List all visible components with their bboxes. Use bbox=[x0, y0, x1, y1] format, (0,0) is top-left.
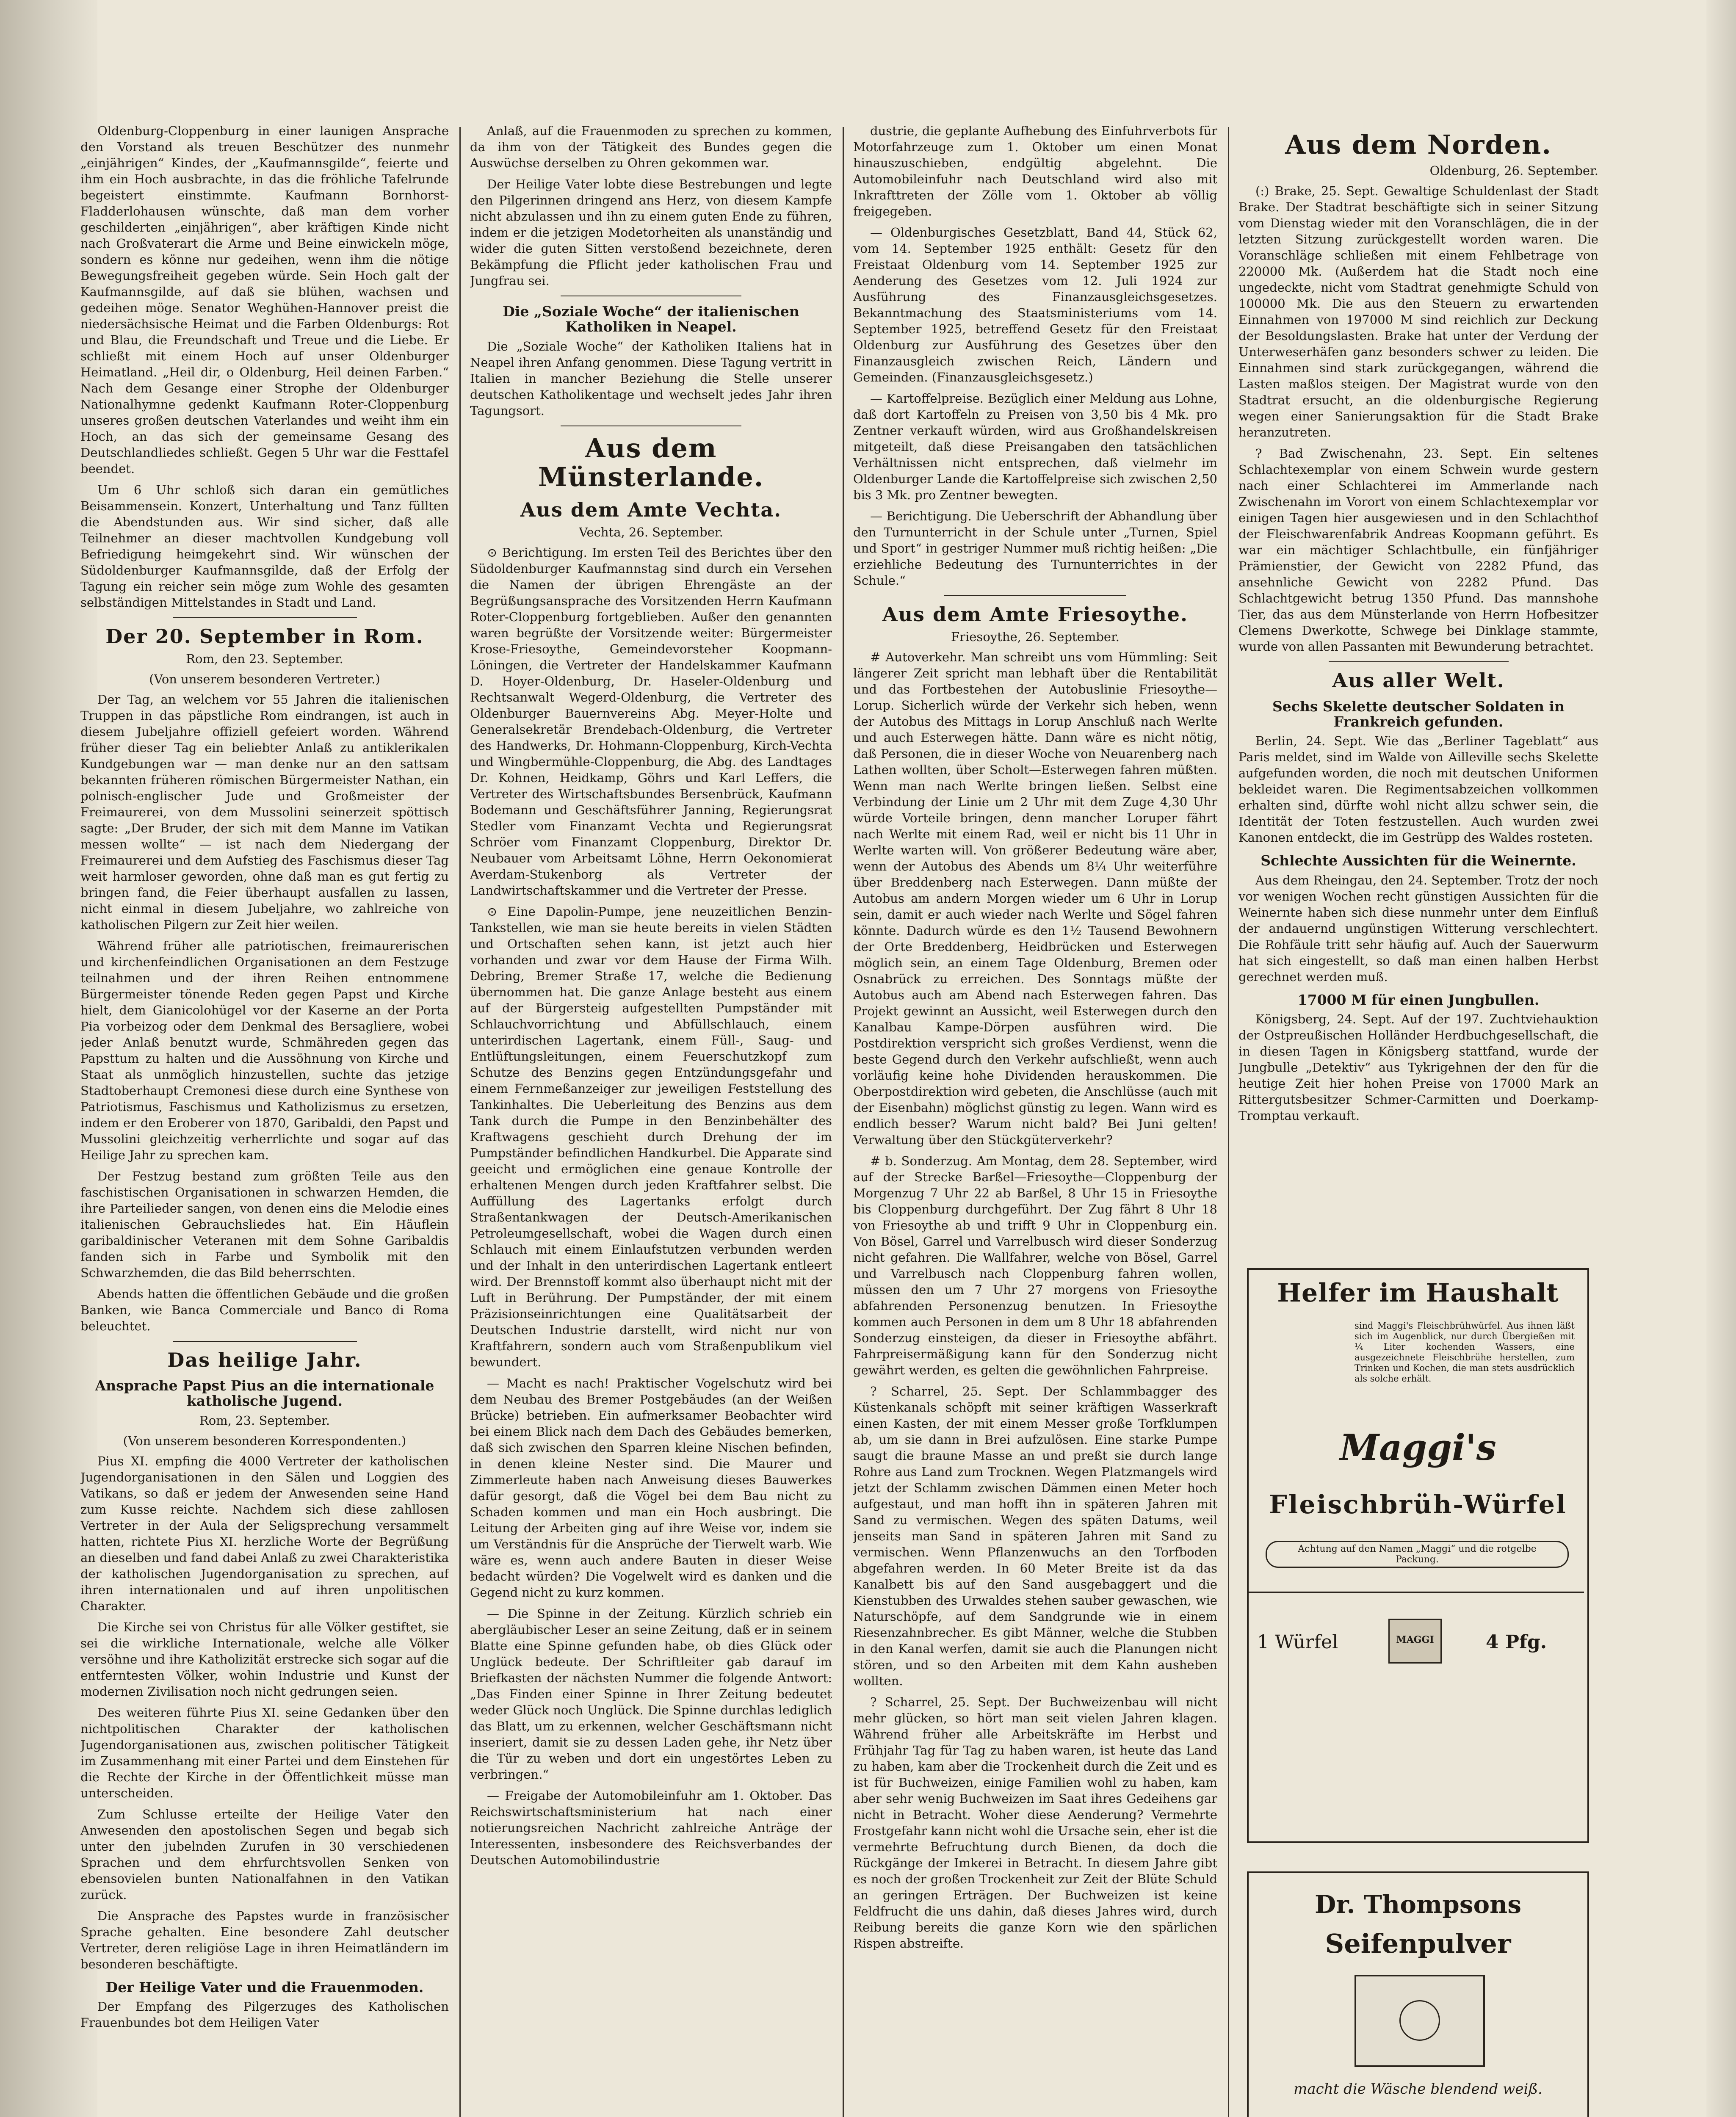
paragraph: Berlin, 24. Sept. Wie das „Berliner Tageblatt“ aus Paris meldet, sind im Walde von Ailleville sechs Skelette aufgefunden worden, die noch mit deutschen Uniformen bekleidet waren. Die Regimentsabzeichen vollkommen erhalten sind, dürfte wohl nicht allzu schwer sein, die Identität der Toten festzustellen. Auch wurden zwei Kanonen entdeckt, die im Gestrüpp des Waldes rosteten. bbox=[1238, 734, 1598, 845]
article-headline: Das heilige Jahr. bbox=[167, 1348, 362, 1371]
article-separator bbox=[173, 1341, 357, 1342]
paragraph: — Kartoffelpreise. Bezüglich einer Meldung aus Lohne, daß dort Kartoffeln zu Preisen von 3,50 bis 4 Mk. pro Zentner verkauft würden, wird aus Großhandelskreisen mitgeteilt, daß diese Preisangaben den tatsächlichen Verhältnissen nicht entsprechen, daß vielmehr im Oldenburger Lande die Kartoffelpreise sich zwischen 2,50 bis 3 Mk. pro Zentner bewegten. bbox=[853, 391, 1217, 502]
paragraph: Aus dem Rheingau, den 24. September. Trotz der noch vor wenigen Wochen recht günstigen Aussichten für die Weinernte haben sich diese nunmehr unter dem Einfluß der andauernd ungünstigen Witterung verschlechtert. Die Rohfäule tritt sehr häufig auf. Auch der Sauerwurm hat sich eingestellt, so daß man einen halben Herbst gerechnet werden muß. bbox=[1238, 873, 1598, 984]
column-3 bbox=[853, 123, 1217, 2117]
column-2 bbox=[470, 123, 832, 2117]
column-rule bbox=[459, 127, 461, 2117]
paragraph: Zum Schlusse erteilte der Heilige Vater den Anwesenden den apostolischen Segen und begab sich unter den jubelnden Zurufen in 30 verschiedenen Sprachen und dem ehrfurchtsvollen Senken von ebensovielen bunten Nationalfahnen in den Vatikan zurück. bbox=[80, 1807, 449, 1902]
dateline: Rom, den 23. September. bbox=[186, 651, 343, 666]
section-headline: Aus dem Münsterlande. bbox=[538, 432, 764, 492]
paragraph: — Oldenburgisches Gesetzblatt, Band 44, Stück 62, vom 14. September 1925 enthält: Gesetz für den Freistaat Oldenburg vom 14. September 1925 zur Aenderung des Gesetzes vom 12. Juli 1924 zur Ausführung des Finanzausgleichsgesetzes. Bekanntmachung des Staatsministeriums vom 14. September 1925, betreffend Gesetz für den Freistaat Oldenburg zur Ausführung des Gesetzes über den Finanzausgleich zwischen Reich, Ländern und Gemeinden. (Finanzausgleichsgesetz.) bbox=[853, 225, 1217, 384]
article-separator bbox=[173, 617, 357, 618]
paragraph: Königsberg, 24. Sept. Auf der 197. Zuchtviehauktion der Ostpreußischen Holländer Herdbuchgesellschaft, die in diesen Tagen in Königsberg stattfand, wurde der Jungbulle „Detektiv“ aus Tykrigehnen der den für die heutige Zeit hier hohen Preise von 17000 Mark an Rittergutsbesitzer Schmer-Carmitten und Doerkamp-Tromptau verkauft. bbox=[1238, 1012, 1598, 1123]
paragraph: # b. Sonderzug. Am Montag, dem 28. September, wird auf der Strecke Barßel—Friesoythe—Cloppenburg der Morgenzug 7 Uhr 22 ab Barßel, 8 Uhr 15 in Friesoythe bis Cloppenburg durchgeführt. Der Zug fährt 8 Uhr 18 von Friesoythe ab und trifft 9 Uhr in Cloppenburg ein. Von Bösel, Garrel und Varrelbusch wird dieser Sonderzug nicht gefahren. Die Wallfahrer, welche von Bösel, Garrel und Varrelbusch nach Cloppenburg fahren wollen, müssen den um 7 Uhr 27 morgens von Friesoythe abfahrenden Personenzug benutzen. In Friesoythe kommen auch Personen in dem um 8 Uhr 18 abfahrenden Sonderzug einsteigen, da dieser in Friesoythe abfährt. Fahrpreisermäßigung kann für den Sonderzug nicht gewährt werden, es gelten die gewöhnlichen Fahrpreise. bbox=[853, 1153, 1217, 1377]
paragraph: Oldenburg-Cloppenburg in einer launigen Ansprache den Vorstand als treuen Beschützer des nunmehr „einjährigen“ Kindes, der „Kaufmannsgilde“, feierte und ihm ein Hoch ausbrachte, in das die fröhliche Tafelrunde begeistert einstimmte. Kaufmann Bornhorst-Fladderlohausen wünschte, daß man dem vorher geschilderten „einjährigen“, aber kräftigen Kinde nicht nach Großvaterart die Arme und Beine einwickeln möge, sondern es könne nur gedeihen, wenn ihm die nötige Bewegungsfreiheit gegeben würde. Sein Hoch galt der Kaufmannsgilde, auf daß sie blühen, wachsen und gedeihen möge. Senator Weghühen-Hannover preist die niedersächsische Heimat und die Farben Oldenburgs: Rot und Blau, die Freundschaft und Treue und die Liebe. Er schließt mit einem Hoch auf unser Oldenburger Heimatland. „Heil dir, o Oldenburg, Heil deinen Farben.“ Nach dem Gesange einer Strophe der Oldenburger Nationalhymne gedenkt Kaufmann Roter-Cloppenburg unseres großen deutschen Vaterlandes und weiht ihm ein Hoch, an das sich der gemeinsame Gesang des Deutschlandliedes schließt. Gegen 5 Uhr war die Festtafel beendet. bbox=[80, 124, 449, 476]
paragraph: Der Empfang des Pilgerzuges des Katholischen Frauenbundes bot dem Heiligen Vater bbox=[80, 1999, 449, 2030]
paragraph: Der Heilige Vater lobte diese Bestrebungen und legte den Pilgerinnen dringend ans Herz, von diesem Kampfe nicht abzulassen und ihn zu einem guten Ende zu führen, indem er die jetzigen Modetorheiten als unanständig und wider die guten Sitten verstoßend bezeichnete, deren Bekämpfung die Pflicht jeder katholischen Frau und Jungfrau sei. bbox=[470, 177, 832, 288]
dateline: Rom, 23. September. bbox=[199, 1413, 330, 1428]
section-headline: Aus aller Welt. bbox=[1332, 669, 1505, 692]
paragraph: dustrie, die geplante Aufhebung des Einfuhrverbots für Motorfahrzeuge zum 1. Oktober um einen Monat hinauszuschieben, endgültig abgelehnt. Die Automobileinfuhr nach Deutschland wird also mit Inkrafttreten der Zölle vom 1. Oktober ab völlig freigegeben. bbox=[853, 124, 1217, 218]
paragraph: Des weiteren führte Pius XI. seine Gedanken über den nichtpolitischen Charakter der katholischen Jugendorganisationen aus, zwischen politischer Tätigkeit im Zusammenhang mit einer Partei und dem Einstehen für die Rechte der Kirche in der Öffentlichkeit müsse man unterscheiden. bbox=[80, 1705, 449, 1800]
package-emblem-icon bbox=[1399, 2000, 1440, 2041]
paragraph: ⊙ Eine Dapolin-Pumpe, jene neuzeitlichen Benzin-Tankstellen, wie man sie heute bereits in vielen Städten und Ortschaften sehen kann, ist jetzt auch hier vorhanden und zwar vor dem Hause der Firma Wilh. Debring, Bremer Straße 17, welche die Bedienung übernommen hat. Die ganze Anlage besteht aus einem auf der Bürgersteig aufgestellten Pumpständer mit Schlauchvorrichtung und Abfüllschlauch, einem unterirdischen Lagertank, einem Füll-, Saug- und Entlüftungsleitungen, einem Feuerschutzkopf zum Schutze des Benzins gegen Entzündungsgefahr und einem Fernmeßanzeiger zur jeweiligen Feststellung des Tankinhaltes. Die Ueberleitung des Benzins aus dem Tank durch die Pumpe in den Benzinbehälter des Kraftwagens geschieht durch Drehung der im Pumpständer befindlichen Handkurbel. Die Apparate sind geeicht und ermöglichen eine genaue Kontrolle der erhaltenen Mengen durch jeden Kraftfahrer selbst. Die Auffüllung des Lagertanks erfolgt durch Straßentankwagen der Deutsch-Amerikanischen Petroleumgesellschaft, wobei die Wagen durch einen Schlauch mit einem Einlaufstutzen verbunden werden und der Inhalt in den unterirdischen Lagertank entleert wird. Der Brennstoff kommt also überhaupt nicht mit der Luft in Berührung. Der Pumpständer, der mit einem Präzisionseinrichtungen eine Qualitätsarbeit der Deutschen Industrie darstellt, wird nicht nur von Kraftfahrern, sondern auch vom Straßenpublikum viel bewundert. bbox=[470, 904, 832, 1369]
article-subheadline: Schlechte Aussichten für die Weinernte. bbox=[1261, 852, 1576, 869]
article-separator bbox=[944, 595, 1126, 596]
source-note: (Von unserem besonderen Vertreter.) bbox=[149, 672, 380, 686]
source-note: (Von unserem besonderen Korrespondenten.) bbox=[123, 1433, 406, 1448]
maggi-cube-icon bbox=[1388, 1619, 1442, 1664]
paragraph: # Autoverkehr. Man schreibt uns vom Hümmling: Seit längerer Zeit spricht man lebhaft über die Rentabilität und das Fortbestehen der Autobuslinie Friesoythe—Lorup. Sicherlich würde der Verkehr sich heben, wenn der Autobus des Mittags in Lorup Anschluß nach Werlte und auch Esterwegen hätte. Dann wäre es nicht nötig, daß Personen, die in dieser Woche von Neuarenberg nach Lathen wollten, über Scholt—Esterwegen fahren müßten. Wenn man nach Werlte bringen ließen. Selbst eine Verbindung der Linie um 2 Uhr mit dem Zuge 4,30 Uhr würde Vorteile bringen, denn mancher Loruper fährt nach Werlte mit einem Rad, weil er nicht bis 11 Uhr in Werlte warten will. Von größerer Bedeutung wäre aber, wenn der Autobus des Abends um 8¼ Uhr weiterführe über Breddenberg nach Esterwegen. Dann müßte der Autobus am andern Morgen wieder um 6 Uhr in Lorup sein, damit er auch wieder nach Werlte und Sögel fahren könnte. Dadurch würde es den 1½ Tausend Bewohnern der Orte Breddenberg, Heidbrücken und Esterwegen möglich sein, an einem Tage Oldenburg, Bremen oder Osnabrück zu erreichen. Des Sonntags müßte der Autobus auch am Abend nach Esterwegen fahren. Das Projekt gewinnt an Aussicht, weil Esterwegen durch den Kanalbau Kampe-Dörpen ausführen wird. Die Postdirektion verspricht sich großes Verdienst, wenn die beste Gegend durch den Verkehr aufschließt, wenn auch vorläufig keine hohe Dividenden herauskommen. Die Oberpostdirektion wird gebeten, die Anschlüsse (auch mit der Eisenbahn) möglichst günstig zu legen. Wann wird es endlich besser? Warum nicht bald? Bei Juni gelten! Verwaltung über den Stückgüterverkehr? bbox=[853, 649, 1217, 1147]
paragraph: Die Ansprache des Papstes wurde in französischer Sprache gehalten. Eine besondere Zahl deutscher Vertreter, deren religiöse Lage in ihren Heimatländern im besonderen beschäftigte. bbox=[80, 1908, 449, 1971]
article-headline: Der 20. September in Rom. bbox=[105, 625, 424, 648]
paragraph: ? Scharrel, 25. Sept. Der Schlammbagger des Küstenkanals schöpft mit seiner kräftigen Wasserkraft einen Kasten, der mit einem Messer große Torfklumpen ab, um sie dann in Brei aufzulösen. Eine starke Pumpe saugt die braune Masse an und preßt sie durch lange Rohre aus Land zum Trocknen. Wegen Platzmangels wird jetzt der Schlamm zwischen Dämmen einen Meter hoch aufgestaut, und man hofft ihn in späteren Jahren mit Sand zu vermischen. Wegen des späten Datums, weil jenseits man Sand in späteren Jahren mit Sand zu vermischen. Wenn Pflanzenwuchs an den Torfboden abgefahren werden. In 60 Meter Breite ist da das Kanalbett bis auf den Sand ausgebaggert und die Kienstubben des Urwaldes stehen sauber gewaschen, wie Naturschöpfe, auf dem Sandgrunde wie in einem Riesenzahnbrecher. Es gibt Männer, welche die Stubben in den Kanal werfen, damit sie auch die Planungen nicht stören, und so den Arbeiten mit dem Kahn ausheben wollten. bbox=[853, 1384, 1217, 1688]
paragraph: — Freigabe der Automobileinfuhr am 1. Oktober. Das Reichswirtschaftsministerium hat nach einer notierungsreichen Nachricht zahlreiche Anträge der Interessenten, insbesondere des Reichsverbandes der Deutschen Automobilindustrie bbox=[470, 1788, 832, 1867]
ad-brand: Dr. Thompsons bbox=[1314, 1890, 1521, 1919]
paragraph: ? Scharrel, 25. Sept. Der Buchweizenbau will nicht mehr glücken, so hört man seit vielen Jahren klagen. Während früher alle Arbeitskräfte im Herbst und Frühjahr Tag für Tag zu haben waren, ist heute das Land zu haben, kam aber die Trockenheit durch die Zeit und es ist für Buchweizen, einige Familien wohl zu haben, kam aber sehr wenig Buchweizen im Saat ihres Gedeihens gar nicht in Betracht. Woher diese Aenderung? Vermehrte Frostgefahr kann nicht wohl die Ursache sein, eher ist die vermehrte Befruchtung durch Bienen, da doch die Rückgänge der Imkerei in Betracht. In diesem Jahre gibt es noch der großen Trockenheit zur Zeit der Blüte Schuld an geringen Erträgen. Der Buchweizen ist keine Feldfrucht die uns dahin, daß dieses Jahres wird, durch Reibung bereits die ganze Korn wie den spärlichen Rispen abstreifte. bbox=[853, 1694, 1217, 1951]
paragraph: Während früher alle patriotischen, freimaurerischen und kirchenfeindlichen Organisationen an dem Festzuge teilnahmen und der ihren Reihen entnommene Bürgermeister tönende Reden gegen Papst und Kirche hielt, dem Gianicolohügel vor der Kaserne an der Porta Pia vorbeizog oder dem Denkmal des Bersagliere, wobei jeder Anlaß benutzt wurde, Schmähreden gegen das Papsttum zu halten und die Aussöhnung von Kirche und Staat als unmöglich hinzustellen, suchte das jetzige Stadtoberhaupt Cremonesi diese durch eine Synthese von Patriotismus, Faschismus und Katholizismus zu ersetzen, indem er den Eroberer von 1870, Garibaldi, den Papst und Mussolini gleichzeitig verherrlichte und sogar auf das Heilige Jahr zu sprechen kam. bbox=[80, 938, 449, 1162]
paragraph: — Die Spinne in der Zeitung. Kürzlich schrieb ein abergläubischer Leser an seine Zeitung, daß er in seinem Blatte eine Spinne gefunden habe, ob dies Glück oder Unglück bedeute. Der Schriftleiter gab darauf im Briefkasten der nächsten Nummer die folgende Antwort: „Das Finden einer Spinne in Ihrer Zeitung bedeutet weder Glück noch Unglück. Die Spinne durchlas lediglich das Blatt, um zu erkennen, welcher Geschäftsmann nicht inseriert, damit sie zu dessen Laden gehe, ihr Netz über die Tür zu weben und dort ein ungestörtes Leben zu verbringen.“ bbox=[470, 1606, 832, 1782]
article-headline: Die „Soziale Woche“ der italienischen Katholiken in Neapel. bbox=[503, 303, 799, 335]
paragraph: Um 6 Uhr schloß sich daran ein gemütliches Beisammensein. Konzert, Unterhaltung und Tanz füllten die Abendstunden aus. Wir sind sicher, daß alle Teilnehmer an dieser machtvollen Kundgebung voll Befriedigung heimgekehrt sind. Wir wünschen der Südoldenburger Kaufmannsgilde, daß der Erfolg der Tagung ein reicher sein möge zum Wohle des gesamten selbständigen Mittelstandes in Stadt und Land. bbox=[80, 483, 449, 610]
dateline: Oldenburg, 26. September. bbox=[1429, 163, 1598, 178]
article-separator bbox=[1329, 661, 1509, 662]
ad-title: Helfer im Haushalt bbox=[1277, 1278, 1559, 1308]
paragraph: Die „Soziale Woche“ der Katholiken Italiens hat in Neapel ihren Anfang genommen. Diese Tagung vertritt in Italien in mancher Beziehung die Stelle unserer deutschen Katholikentage und wechselt jedes Jahr ihren Tagungsort. bbox=[470, 339, 832, 418]
ad-brand: Maggi's bbox=[1340, 1426, 1496, 1468]
column-rule bbox=[1228, 127, 1229, 2117]
article-subheadline: Ansprache Papst Pius an die internationale katholische Jugend. bbox=[95, 1377, 434, 1409]
paragraph: Abends hatten die öffentlichen Gebäude und die großen Banken, wie Banca Commerciale und Banco di Roma beleuchtet. bbox=[80, 1286, 449, 1333]
ad-price-unit: 1 Würfel bbox=[1257, 1631, 1338, 1653]
paragraph: — Macht es nach! Praktischer Vogelschutz wird bei dem Neubau des Bremer Postgebäudes (an der Weißen Brücke) betrieben. Ein aufmerksamer Beobachter wird bei einem Blick nach dem Dach des Gebäudes bemerken, daß sich zwischen den Sparren kleine Nischen befinden, in denen kleine Nester sind. Die Maurer und Zimmerleute haben nach Anweisung dieses Bauwerkes dafür gesorgt, daß die Vögel bei dem Bau nicht zu Schaden kommen und man ein Hoch ausbringt. Die Leitung der Arbeiten ging auf ihre Weise vor, indem sie um Verständnis für die Ansprüche der Tierwelt warb. Wie wäre es, wenn auch andere Bauten in dieser Weise bedacht würden? Die Vogelwelt wird es danken und die Gegend nicht zu kurz kommen. bbox=[470, 1376, 832, 1600]
column-4 bbox=[1238, 123, 1598, 1266]
article-subheadline: Der Heilige Vater und die Frauenmoden. bbox=[105, 1979, 424, 1995]
ad-price-panel bbox=[1249, 1592, 1584, 1839]
page-right-edge bbox=[1706, 0, 1736, 2117]
paragraph: (:) Brake, 25. Sept. Gewaltige Schuldenlast der Stadt Brake. Der Stadtrat beschäftigte sich in seiner Sitzung vom Dienstag wieder mit den Voranschlägen, die in der letzten Sitzung zurückgestellt worden waren. Die Voranschläge schließen mit einem Fehlbetrage von 220000 Mk. (Außerdem hat die Stadt noch eine ungedeckte, nicht vom Stadtrat genehmigte Schuld von 100000 Mk. Die aus den Steuern zu erwartenden Einnahmen von 197000 M sind reichlich zur Deckung der Besoldungslasten. Brake hat unter der Verdung der Unterweserhäfen ganz besonders schwer zu leiden. Die Einnahmen sind stark zurückgegangen, während die Lasten maßlos steigen. Der Magistrat wurde von den Stadtrat ersucht, an die oldenburgische Regierung wegen einer Sanierungsaktion für die Stadt Brake heranzutreten. bbox=[1238, 184, 1598, 440]
column-rule bbox=[843, 127, 844, 2117]
section-subheadline: Aus dem Amte Vechta. bbox=[520, 498, 782, 521]
ad-price: 4 Pfg. bbox=[1486, 1631, 1547, 1653]
paragraph: Der Festzug bestand zum größten Teile aus den faschistischen Organisationen in schwarzen Hemden, die ihre Parteilieder sangen, von denen eins die Melodie eines italienischen Gebrauchsliedes hat. Ein Häuflein garibaldinischer Veteranen mit dem Sohne Garibaldis fanden sich in Farbe und Symbolik mit den Schwarzhemden, die das Bild beherrschten. bbox=[80, 1169, 449, 1280]
soap-advertisement bbox=[1247, 1871, 1589, 2117]
cube-label: MAGGI bbox=[1396, 1634, 1434, 1645]
column-1 bbox=[80, 123, 449, 2117]
paragraph: ? Bad Zwischenahn, 23. Sept. Ein seltenes Schlachtexemplar von einem Schwein wurde gestern nach einer Schlachterei im Ammerlande nach Zwischenahn im Vorort von einem Schlachtexemplar vor einigen Tagen hier ausgewiesen und in den Schlachthof der Fleischwarenfabrik Andreas Koopmann geführt. Es war ein mächtiger Schlachtbulle, ein fünfjähriger Prämienstier, der Gewicht von 2282 Pfund, das ansehnliche Gewicht von 2282 Pfund. Das Schlachtgewicht betrug 1350 Pfund. Das mannshohe Tier, das aus dem Münsterlande von Herrn Hofbesitzer Clemens Dwerkotte, Schwege bei Dinklage stammte, wurde von allen Passanten mit Bewunderung betrachtet. bbox=[1238, 446, 1598, 654]
paragraph: Anlaß, auf die Frauenmoden zu sprechen zu kommen, da ihm von der Tätigkeit des Bundes gegen die Auswüchse derselben zu Ohren gekommen war. bbox=[470, 124, 832, 170]
maggi-advertisement bbox=[1247, 1268, 1589, 1843]
paragraph: Der Tag, an welchem vor 55 Jahren die italienischen Truppen in das päpstliche Rom eindrangen, ist auch in diesem Jubeljahre offiziell gefeiert worden. Während früher dieser Tag ein beliebter Anlaß zu antiklerikalen Kundgebungen war — man denke nur an den sattsam bekannten früheren römischen Bürgermeister Nathan, ein polnisch-englischer Jude und Großmeister der Freimaurerei, von dem Mussolini seinerzeit spöttisch sagte: „Der Bruder, der sich mit dem Manne im Vatikan messen wollte“ — ist nach dem Niedergang der Freimaurerei und dem Aufstieg des Faschismus dieser Tag weit harmloser geworden, ohne daß man es gut fertig zu bringen fand, die Feier überhaupt ausfallen zu lassen, nicht einmal in diesem Jubeljahre, wo zahlreiche von katholischen Pilgern zur Zeit hier weilen. bbox=[80, 692, 449, 932]
section-headline: Aus dem Norden. bbox=[1285, 129, 1552, 160]
dateline: Vechta, 26. September. bbox=[579, 525, 723, 539]
article-subheadline: 17000 M für einen Jungbullen. bbox=[1297, 991, 1540, 1008]
ad-product: Seifenpulver bbox=[1325, 1928, 1511, 1959]
dateline: Friesoythe, 26. September. bbox=[951, 629, 1120, 644]
paragraph: ⊙ Berichtigung. Im ersten Teil des Berichtes über den Südoldenburger Kaufmannstag sind durch ein Versehen die Namen der übrigen Ehrengäste an der Begrüßungsansprache des Vorsitzenden Herrn Kaufmann Roter-Cloppenburg fortgeblieben. Außer den genannten waren begrüßte der Vorsitzende weiter: Bürgermeister Krose-Friesoythe, Gemeindevorsteher Koopmann-Löningen, die Vertreter der Handelskammer Kaufmann D. Hoyer-Oldenburg, Dr. Haseler-Oldenburg und Rechtsanwalt Wegerd-Oldenburg, die Vertreter des Oldenburger Bauernvereins Abg. Meyer-Holte und Generalsekretär Brendebach-Oldenburg, die Vertreter des Handwerks, Dr. Hohmann-Cloppenburg, Kirch-Vechta und Wingbermühle-Cloppenburg, die Abg. des Landtages Dr. Kohnen, Heidkamp, Göhrs und Karl Leffers, die Vertreter des Wirtschaftsbundes Bersenbrück, Kaufmann Bodemann und Geschäftsführer Janning, Regierungsrat Stedler vom Finanzamt Vechta und Regierungsrat Schröer vom Finanzamt Cloppenburg, Direktor Dr. Neubauer vom Arbeitsamt Löhne, Herrn Oekonomierat Averdam-Stukenborg als Vertreter der Landwirtschaftskammer und die Vertreter der Presse. bbox=[470, 545, 832, 898]
ad-body-text: sind Maggi's Fleischbrühwürfel. Aus ihnen läßt sich im Augenblick, nur durch Übergießen mit ¼ Liter kochenden Wassers, eine ausgezeichnete Fleischbrühe herstellen, zum Trinken und Kochen, die man stets ausdrücklich als solche erhält. bbox=[1355, 1321, 1575, 1384]
ad-banner: Achtung auf den Namen „Maggi“ und die rotgelbe Packung. bbox=[1266, 1541, 1569, 1568]
paragraph: Pius XI. empfing die 4000 Vertreter der katholischen Jugendorganisationen in den Sälen und Loggien des Vatikans, so daß er jedem der Anwesenden seine Hand zum Kusse reichte. Nachdem sich diese zahllosen Vertreter in der Aula der Seligsprechung versammelt hatten, richtete Pius XI. herzliche Worte der Begrüßung an dieselben und fand dabei Anlaß zu zwei Charakteristika der katholischen Jugendorganisation zu sprechen, auf ihren internationalen und auf ihren unpolitischen Charakter. bbox=[80, 1454, 449, 1613]
ad-product: Fleischbrüh-Würfel bbox=[1269, 1490, 1567, 1520]
paragraph: Die Kirche sei von Christus für alle Völker gestiftet, sie sei die wirkliche Internationale, welche alle Völker versöhne und ihre Katholizität erstrecke sich sogar auf die entferntesten Völker, wohin Industrie und Kunst der modernen Zivilisation noch nicht gedrungen seien. bbox=[80, 1620, 449, 1699]
section-headline: Aus dem Amte Friesoythe. bbox=[882, 603, 1189, 626]
article-subheadline: Sechs Skelette deutscher Soldaten in Frankreich gefunden. bbox=[1272, 698, 1565, 730]
ad-slogan: macht die Wäsche blendend weiß. bbox=[1294, 2081, 1542, 2098]
soap-package-icon bbox=[1355, 1975, 1485, 2067]
paragraph: — Berichtigung. Die Ueberschrift der Abhandlung über den Turnunterricht in der Schule unter „Turnen, Spiel und Sport“ in gestriger Nummer muß richtig heißen: „Die erziehliche Bedeutung des Turnunterrichtes in der Schule.“ bbox=[853, 509, 1217, 588]
